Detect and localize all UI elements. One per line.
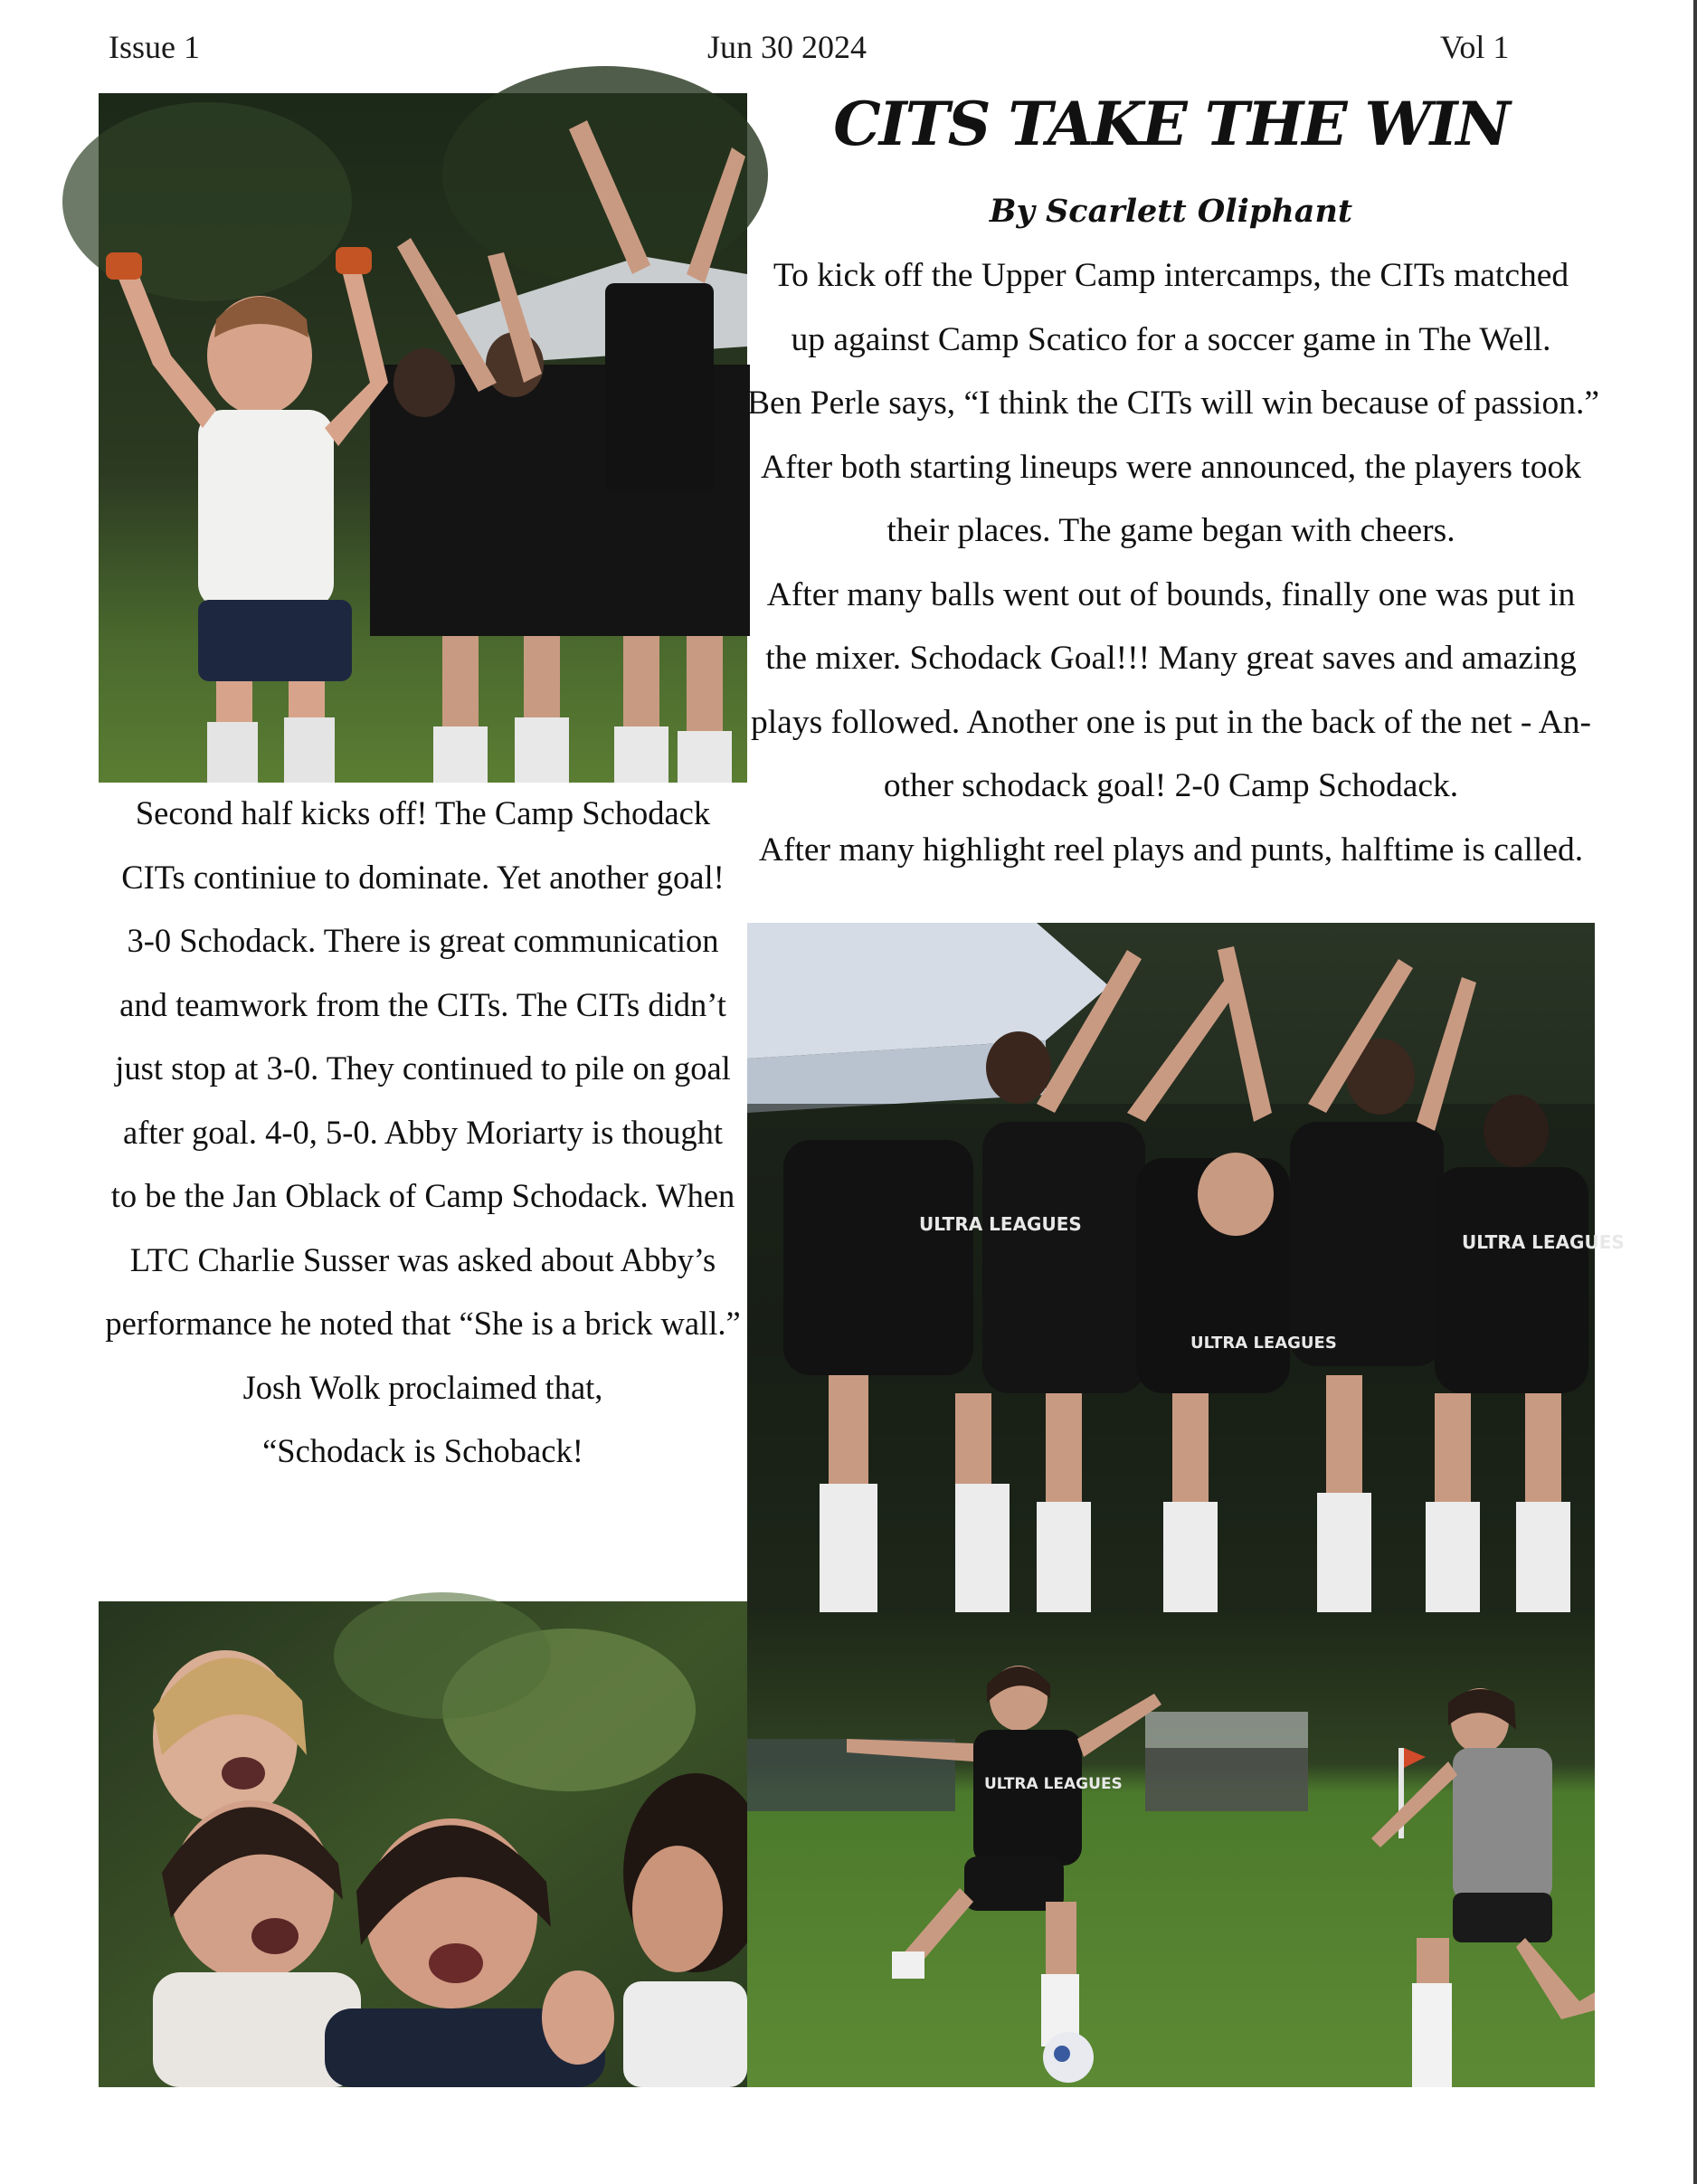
article-line: just stop at 3-0. They continued to pile on goal: [115, 1049, 731, 1087]
article-line: CITs continiue to dominate. Yet another goal!: [121, 858, 725, 896]
svg-text:ULTRA LEAGUES: ULTRA LEAGUES: [1462, 1231, 1625, 1253]
volume-number: Vol 1: [1440, 29, 1510, 65]
photo-team-arch-tunnel: [747, 923, 1625, 1612]
photo-girls-cheering-closeup: [99, 1601, 747, 2087]
svg-text:ULTRA LEAGUES: ULTRA LEAGUES: [919, 1213, 1082, 1235]
article-line: After many balls went out of bounds, finally one was put in: [766, 575, 1576, 613]
article-line: LTC Charlie Susser was asked about Abby’s: [129, 1240, 716, 1278]
article-body-left: [99, 782, 747, 1484]
article-line: After many highlight reel plays and punts, halftime is called.: [758, 831, 1584, 869]
article-line: Ben Perle says, “I think the CITs will win because of passion.”: [747, 385, 1599, 422]
article-line: To kick off the Upper Camp intercamps, the CITs matched: [773, 257, 1569, 294]
article-line: After both starting lineups were announced, the players took: [760, 448, 1582, 486]
svg-text:ULTRA LEAGUES: ULTRA LEAGUES: [1190, 1334, 1337, 1353]
page-edge-rule: [1693, 0, 1697, 2184]
article-line: other schodack goal! 2-0 Camp Schodack.: [883, 767, 1459, 804]
headline: CITS TAKE THE WIN: [833, 89, 1509, 159]
issue-date: Jun 30 2024: [707, 29, 867, 65]
article-line: “Schodack is Schoback!: [262, 1432, 583, 1469]
article-line: their places. The game began with cheers.: [886, 512, 1455, 549]
byline: By Scarlett Oliphant: [989, 193, 1353, 230]
article-line: 3-0 Schodack. There is great communication: [127, 922, 719, 959]
issue-number: Issue 1: [109, 29, 200, 65]
photo-player-kicking-ball: [747, 1612, 1595, 2087]
article-line: up against Camp Scatico for a soccer game in The Well.: [791, 320, 1551, 358]
article-line: after goal. 4-0, 5-0. Abby Moriarty is thought: [123, 1113, 723, 1151]
article-line: to be the Jan Oblack of Camp Schodack. When: [110, 1177, 735, 1214]
article-line: and teamwork from the CITs. The CITs didn’t: [119, 985, 726, 1023]
article-line: performance he noted that “She is a brick wall.”: [105, 1305, 741, 1342]
svg-text:ULTRA LEAGUES: ULTRA LEAGUES: [984, 1775, 1123, 1793]
article-line: the mixer. Schodack Goal!!! Many great saves and amazing: [765, 640, 1577, 677]
article-line: plays followed. Another one is put in the back of the net - An-: [751, 703, 1591, 741]
article-line: Second half kicks off! The Camp Schodack: [135, 794, 711, 831]
photo-cits-celebration-line: [99, 93, 747, 783]
article-body-right: [747, 244, 1599, 882]
article-line: Josh Wolk proclaimed that,: [242, 1368, 603, 1406]
